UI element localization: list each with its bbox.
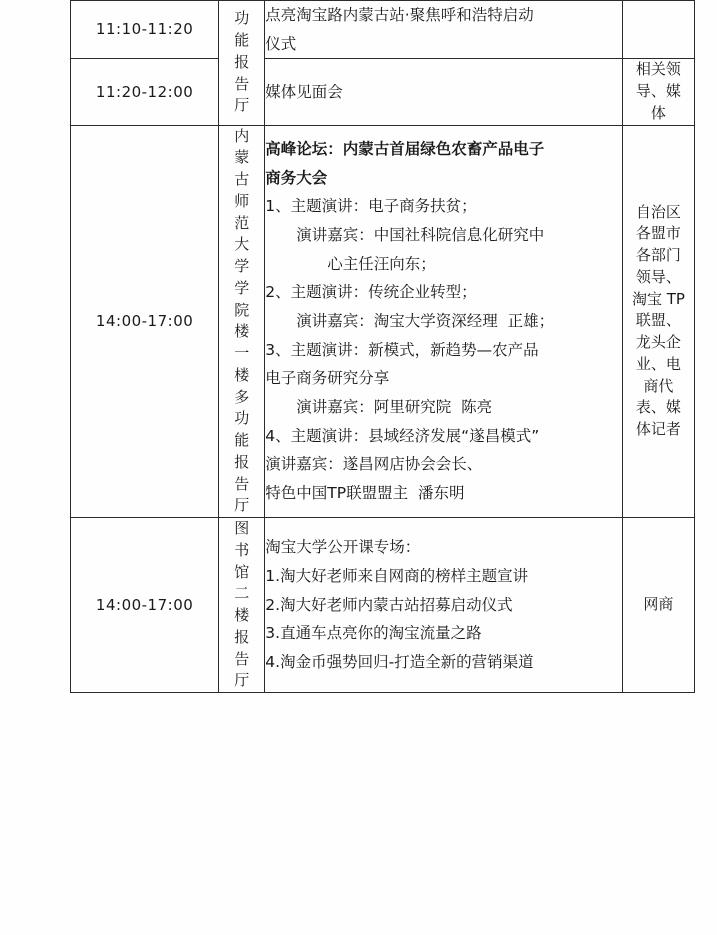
- venue-char: 告: [234, 474, 250, 493]
- content-line: 媒体见面会: [265, 82, 343, 101]
- content-line: 仪式: [265, 34, 297, 53]
- venue-char: 功: [234, 409, 250, 428]
- venue-char: 内: [234, 126, 250, 145]
- venue-char: 多: [234, 387, 250, 406]
- audience-line: 领导、: [635, 267, 681, 286]
- venue-char: 楼: [234, 365, 250, 384]
- content-line: 1、主题演讲：电子商务扶贫；: [265, 197, 477, 216]
- venue-char: 范: [234, 213, 250, 232]
- audience-line: 体记者: [635, 420, 681, 439]
- content-line: 心主任汪向东；: [327, 254, 436, 273]
- venue-char: 报: [234, 52, 250, 71]
- audience-line: 自治区: [635, 202, 681, 221]
- time-cell: 14:00-17:00: [71, 125, 219, 518]
- venue-char: 大: [234, 235, 250, 254]
- content-line: 商务大会: [265, 168, 328, 187]
- venue-char: 能: [234, 31, 250, 50]
- audience-line: 体: [650, 103, 666, 122]
- content-line: 演讲嘉宾：阿里研究院 陈亮: [296, 398, 493, 417]
- venue-char: 楼: [234, 322, 250, 341]
- venue-char: 厅: [234, 96, 250, 115]
- content-line: 3.直通车点亮你的淘宝流量之路: [265, 624, 482, 643]
- content-cell: [265, 59, 623, 125]
- content-cell: [265, 518, 623, 693]
- venue-cell: [219, 518, 265, 693]
- venue-char: 功: [234, 9, 250, 28]
- audience-line: 联盟、: [635, 311, 681, 330]
- venue-char: 学: [234, 278, 250, 297]
- schedule-table: [70, 0, 695, 693]
- audience-cell: [622, 1, 694, 59]
- audience-line: 淘宝 TP: [631, 289, 685, 308]
- venue-cell: [219, 125, 265, 518]
- audience-line: 商代: [643, 376, 674, 395]
- audience-line: 各盟市: [635, 224, 681, 243]
- time-cell: 14:00-17:00: [71, 518, 219, 693]
- audience-cell: [622, 125, 694, 518]
- venue-char: 告: [234, 74, 250, 93]
- audience-line: 相关领: [635, 60, 681, 79]
- content-line: 2.淘大好老师内蒙古站招募启动仪式: [265, 595, 513, 614]
- audience-line: 各部门: [635, 246, 681, 265]
- audience-line: 表、媒: [635, 398, 681, 417]
- venue-char: 厅: [234, 671, 250, 690]
- content-line: 3、主题演讲：新模式，新趋势—农产品: [265, 340, 539, 359]
- time-cell: 11:10-11:20: [71, 1, 219, 59]
- content-line: 演讲嘉宾：淘宝大学资深经理 正雄；: [296, 312, 555, 330]
- content-line: 1.淘大好老师来自网商的榜样主题宣讲: [265, 567, 529, 586]
- table-row: [71, 518, 695, 693]
- content-cell: [265, 1, 623, 59]
- audience-line: 业、电: [635, 354, 681, 373]
- venue-char: 师: [234, 191, 250, 210]
- content-line: 高峰论坛：内蒙古首届绿色农畜产品电子: [265, 139, 545, 158]
- venue-char: 学: [234, 257, 250, 276]
- table-row: [71, 1, 695, 59]
- venue-char: 二: [234, 584, 250, 603]
- content-line: 点亮淘宝路内蒙古站·聚焦呼和浩特启动: [265, 6, 534, 24]
- venue-char: 能: [234, 431, 250, 450]
- audience-cell: [622, 59, 694, 125]
- content-line: 演讲嘉宾：遂昌网店协会会长、: [265, 455, 483, 474]
- venue-char: 蒙: [234, 148, 250, 167]
- content-line: 2、主题演讲：传统企业转型；: [265, 283, 477, 302]
- audience-cell: [622, 518, 694, 693]
- content-cell: [265, 125, 623, 518]
- venue-char: 图: [234, 519, 250, 538]
- table-row: [71, 125, 695, 518]
- time-cell: 11:20-12:00: [71, 59, 219, 125]
- content-line: 4、主题演讲：县域经济发展“遂昌模式”: [265, 426, 540, 445]
- venue-char: 古: [234, 170, 250, 189]
- venue-char: 书: [234, 540, 250, 559]
- content-line: 电子商务研究分享: [265, 369, 390, 388]
- venue-char: 馆: [234, 562, 250, 581]
- venue-char: 报: [234, 452, 250, 471]
- venue-char: 报: [234, 627, 250, 646]
- content-line: 特色中国TP联盟盟主 潘东明: [265, 484, 465, 503]
- content-line: 4.淘金币强势回归-打造全新的营销渠道: [265, 653, 534, 672]
- venue-cell: [219, 1, 265, 126]
- venue-char: 院: [234, 300, 250, 319]
- venue-char: 告: [234, 649, 250, 668]
- venue-char: 厅: [234, 496, 250, 515]
- venue-char: 楼: [234, 606, 250, 625]
- table-row: [71, 59, 695, 125]
- audience-line: 网商: [643, 595, 674, 614]
- content-line: 演讲嘉宾：中国社科院信息化研究中: [296, 225, 545, 244]
- content-line: 淘宝大学公开课专场：: [265, 538, 421, 557]
- venue-char: 一: [234, 344, 250, 363]
- audience-line: 导、媒: [635, 82, 681, 101]
- audience-line: 龙头企: [635, 333, 681, 352]
